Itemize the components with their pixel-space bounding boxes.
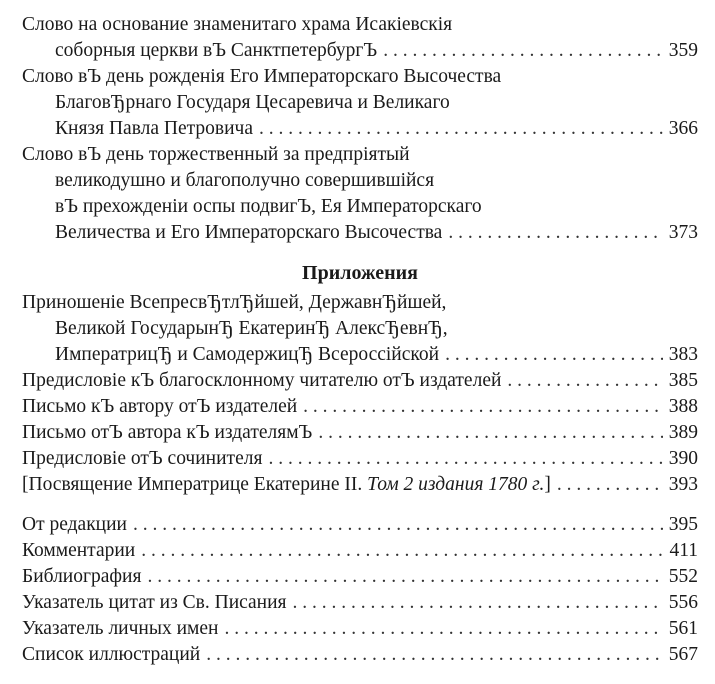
page-number: 411 [669,540,698,561]
page-number: 390 [668,448,698,469]
toc-entry-line: Письмо кЪ автору отЪ издателей [22,396,298,417]
toc-entry-line: вЪ прехожденіи оспы подвигЪ, Ея Императорскаго [55,196,482,217]
toc-entry-last-line [22,420,698,446]
section-heading-appendices: Приложения [302,262,418,284]
page-number: 366 [668,118,698,139]
dot-leader [318,420,662,446]
toc-entry-last-line [22,564,698,590]
toc-entry-line: Величества и Его Императорскаго Высочества [55,222,443,243]
dot-leader [259,116,663,142]
page-number: 395 [668,514,698,535]
dedication-close: ] [544,474,551,495]
dedication-italic: Том 2 издания 1780 г. [367,474,545,495]
dot-leader [133,512,663,538]
page-number: 388 [668,396,698,417]
toc-entry-last-line [22,116,698,142]
section-gap [22,498,698,512]
toc-entry-names-index [22,616,698,642]
toc-entry-preface-author [22,446,698,472]
page-number: 561 [668,618,698,639]
page-number: 383 [668,344,698,365]
toc-entry-line: Предисловіе кЪ благосклонному читателю отЪ издателей [22,370,502,391]
toc-entry-sermon-smallpox [22,142,698,246]
toc-entry-last-line [22,446,698,472]
toc-entry-line: Комментарии [22,540,136,561]
dot-leader [224,616,662,642]
toc-entry-last-line [22,368,698,394]
toc-entry-sermon-isaac-cathedral [22,12,698,64]
toc-entry-line [22,472,551,498]
dot-leader [303,394,663,420]
toc-entry-editorial [22,512,698,538]
toc-entry-sermon-birthday-paul [22,64,698,142]
dot-leader [445,342,663,368]
toc-entry-last-line [22,590,698,616]
toc-entry-line: соборныя церкви вЪ СанктпетербургЪ [55,40,378,61]
toc-entry-line: Указатель личных имен [22,618,219,639]
page-number: 556 [668,592,698,613]
dot-leader [507,368,662,394]
dot-leader [268,446,662,472]
toc-entry-offering [22,290,698,368]
toc-entry-line: Слово вЪ день рожденія Его Императорскаго Высочества [22,66,502,87]
toc-entry-scripture-index [22,590,698,616]
page-number: 567 [668,644,698,665]
toc-entry-commentary [22,538,698,564]
dot-leader [147,564,662,590]
toc-entry-line: Указатель цитат из Св. Писания [22,592,287,613]
table-of-contents [22,12,698,668]
toc-entry-line: Письмо отЪ автора кЪ издателямЪ [22,422,313,443]
dot-leader [206,642,663,668]
toc-entry-line: великодушно и благополучно совершившійся [55,170,435,191]
toc-entry-line: Список иллюстраций [22,644,201,665]
toc-entry-last-line [22,394,698,420]
toc-entry-line: От редакции [22,514,127,535]
toc-entry-last-line [22,38,698,64]
toc-entry-line: Слово на основание знаменитаго храма Исакіевскія [22,14,453,35]
page-number: 552 [668,566,698,587]
toc-entry-line: Библиография [22,566,142,587]
toc-entry-letter-from-author [22,420,698,446]
toc-entry-last-line [22,512,698,538]
toc-entry-preface-reader [22,368,698,394]
toc-entry-line: Приношеніе ВсепресвЂтлЂйшей, ДержавнЂйшей, [22,292,447,313]
dot-leader [448,220,662,246]
toc-entry-letter-to-author [22,394,698,420]
toc-entry-line: ИмператрицЂ и СамодержицЂ Всероссійской [55,344,440,365]
toc-entry-line: Предисловіе отЪ сочинителя [22,448,263,469]
page-number: 385 [668,370,698,391]
toc-entry-last-line [22,472,698,498]
toc-entry-line: Слово вЪ день торжественный за предпріятый [22,144,410,165]
dot-leader [293,590,663,616]
toc-entry-last-line [22,538,698,564]
page-number: 389 [668,422,698,443]
toc-entry-line: БлаговЂрнаго Государя Цесаревича и Великаго [55,92,450,113]
toc-entry-dedication [22,472,698,498]
toc-entry-last-line [22,642,698,668]
toc-entry-illustrations [22,642,698,668]
toc-entry-bibliography [22,564,698,590]
page-number: 359 [668,40,698,61]
page-number: 393 [668,474,698,495]
page-number: 373 [668,222,698,243]
dot-leader [557,472,663,498]
toc-entry-last-line [22,342,698,368]
dot-leader [141,538,663,564]
toc-entry-line: Великой ГосударынЂ ЕкатеринЂ АлексЂевнЂ, [55,318,448,339]
toc-entry-last-line [22,220,698,246]
toc-entry-line: Князя Павла Петровича [55,118,254,139]
dot-leader [383,38,663,64]
dedication-text: [Посвящение Императрице Екатерине II. [22,474,363,495]
toc-entry-last-line [22,616,698,642]
